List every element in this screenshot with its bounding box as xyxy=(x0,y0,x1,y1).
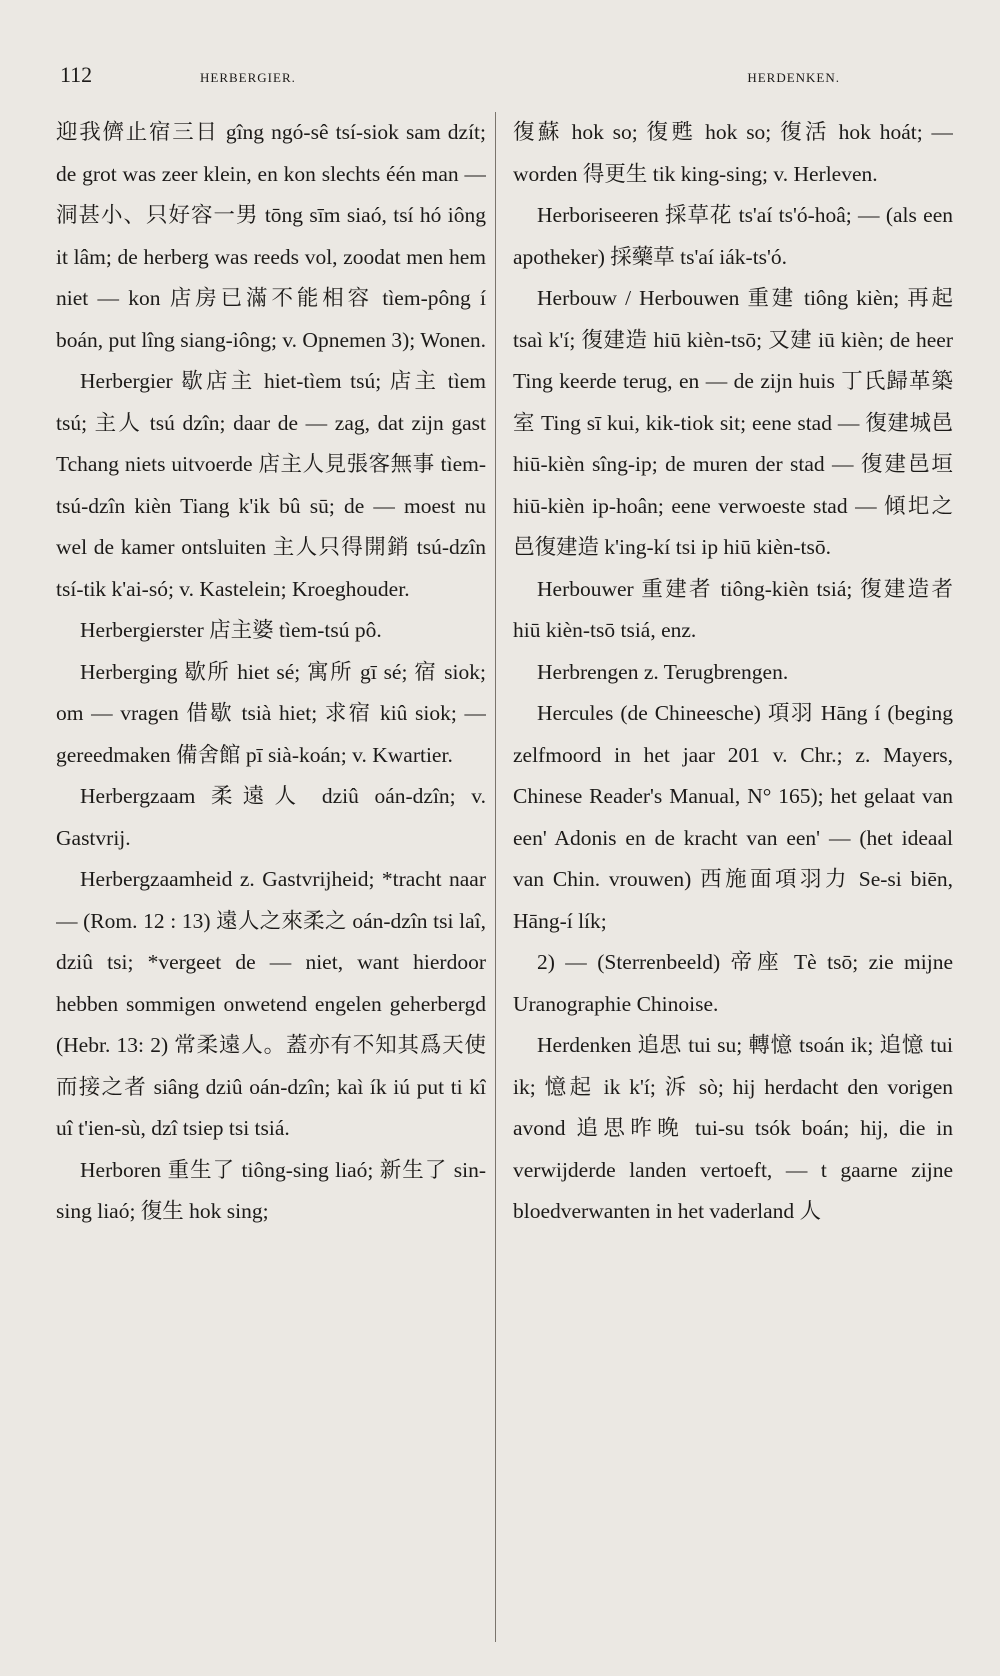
right-column xyxy=(513,112,953,1652)
dictionary-entry-herbrengen: Herbrengen z. Terugbrengen. xyxy=(537,659,789,684)
dictionary-entry-herdenken: Herdenken 追思 tui su; 轉憶 tsoán ik; 追憶 tui ik; 憶起 ik k'í; 泝 sò; hij herdacht den vorigen avond 追思昨晚 tui-su tsók boán; hij, die in verwijderde landen vertoeft, — t gaarne zijne bloedverwanten in het vaderland 人 xyxy=(513,1033,953,1223)
left-column xyxy=(56,112,486,1652)
dictionary-entry-herbergierster: Herbergierster 店主婆 tìem-tsú pô. xyxy=(80,618,382,642)
running-header xyxy=(60,62,960,92)
dictionary-entry-continued: 復蘇 hok so; 復甦 hok so; 復活 hok hoát; — worden 得更生 tik king-sing; v. Herleven. xyxy=(513,120,953,186)
right-running-head: HERDENKEN. xyxy=(747,70,840,85)
dictionary-entry-herbouwer: Herbouwer 重建者 tiông-kièn tsiá; 復建造者 hiū kièn-tsō tsiá, enz. xyxy=(513,576,953,642)
dictionary-entry-herbergzaamheid: Herbergzaamheid z. Gastvrijheid; *tracht naar — (Rom. 12 : 13) 遠人之來柔之 oán-dzîn tsi laî, dziû tsi; *vergeet de — niet, want hierdoor hebben sommigen onwetend engelen geherbergd (Hebr. 13: 2) 常柔遠人。蓋亦有不知其爲天使而接之者 siâng dziû oán-dzîn; kaì ík iú put ti kî uî t'ien-sù, dzî tsiep tsi tsiá. xyxy=(56,867,486,1140)
column-divider xyxy=(495,112,496,1642)
dictionary-entry-herbergier: Herbergier 歇店主 hiet-tìem tsú; 店主 tìem tsú; 主人 tsú dzîn; daar de — zag, dat zijn gast Tchang niets uitvoerde 店主人見張客無事 tìem-tsú-dzîn kièn Tiang k'ik bû sū; de — moest nu wel de kamer ontsluiten 主人只得開銷 tsú-dzîn tsí-tik k'ai-só; v. Kastelein; Kroeghouder. xyxy=(56,369,486,601)
dictionary-entry-hercules-2: 2) — (Sterrenbeeld) 帝座 Tè tsō; zie mijne Uranographie Chinoise. xyxy=(513,950,953,1016)
dictionary-entry-herberging: Herberging 歇所 hiet sé; 寓所 gī sé; 宿 siok; om — vragen 借歇 tsià hiet; 求宿 kiû siok; — gereedmaken 備舍館 pī sià-koán; v. Kwartier. xyxy=(56,659,486,767)
dictionary-entry: 迎我儕止宿三日 gîng ngó-sê tsí-siok sam dzít; de grot was zeer klein, en kon slechts één man — 洞甚小、只好容一男 tōng sīm siaó, tsí hó iông it lâm; de herberg was reeds vol, zoodat men hem niet — kon 店房已滿不能相容 tìem-pông í boán, put lîng siang-iông; v. Opnemen 3); Wonen. xyxy=(56,120,486,352)
dictionary-entry-hercules: Hercules (de Chineesche) 項羽 Hāng í (beging zelfmoord in het jaar 201 v. Chr.; z. Mayers, Chinese Reader's Manual, N° 165); het gelaat van een' Adonis en de kracht van een' — (het ideaal van Chin. vrouwen) 西施面項羽力 Se-si biēn, Hāng-í lík; xyxy=(513,701,953,933)
dictionary-entry-herboriseeren: Herboriseeren 採草花 ts'aí ts'ó-hoâ; — (als een apotheker) 採藥草 ts'aí iák-ts'ó. xyxy=(513,203,953,269)
dictionary-entry-herbouw: Herbouw / Herbouwen 重建 tiông kièn; 再起 tsaì k'í; 復建造 hiū kièn-tsō; 又建 iū kièn; de heer Ting keerde terug, en — de zijn huis 丁氏歸革築室 Ting sī kui, kik-tiok sit; eene stad — 復建城邑 hiū-kièn sîng-ip; de muren der stad — 復建邑垣 hiū-kièn ip-hoân; eene verwoeste stad — 傾圯之邑復建造 k'ing-kí tsi ip hiū kièn-tsō. xyxy=(513,286,953,559)
dictionary-entry-herbergzaam: Herbergzaam 柔遠人 dziû oán-dzîn; v. Gastvrij. xyxy=(56,784,486,850)
left-running-head: HERBERGIER. xyxy=(200,70,296,85)
page-number: 112 xyxy=(60,62,93,87)
dictionary-entry-herboren: Herboren 重生了 tiông-sing liaó; 新生了 sin-sing liaó; 復生 hok sing; xyxy=(56,1157,486,1223)
